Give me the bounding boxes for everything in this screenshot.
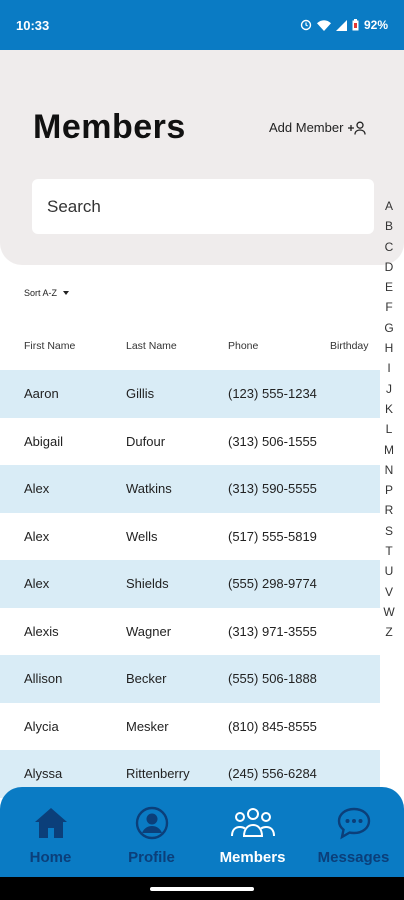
alphabet-letter[interactable]: J	[386, 381, 392, 396]
table-row[interactable]	[0, 560, 380, 608]
cell-phone: (313) 971-3555	[228, 623, 317, 639]
cell-last-name: Shields	[126, 576, 169, 591]
column-header-phone[interactable]: Phone	[228, 340, 259, 352]
alphabet-letter[interactable]: B	[384, 219, 393, 234]
tab-members[interactable]	[202, 787, 303, 877]
table-row[interactable]	[0, 418, 380, 466]
home-gesture-handle[interactable]	[150, 887, 254, 891]
alphabet-letter[interactable]: N	[384, 462, 394, 477]
cell-phone: (555) 298-9774	[228, 576, 317, 591]
table-row[interactable]	[0, 513, 380, 561]
alphabet-letter[interactable]: M	[384, 442, 394, 457]
alphabet-letter[interactable]: D	[384, 259, 394, 274]
alphabet-letter[interactable]: R	[384, 503, 394, 518]
cell-last-name: Dufour	[126, 433, 166, 449]
tab-profile[interactable]	[101, 787, 202, 877]
alphabet-letter[interactable]: K	[384, 401, 393, 416]
system-nav-bar	[0, 877, 404, 900]
members-icon	[229, 805, 277, 841]
alphabet-letter[interactable]: I	[387, 361, 391, 376]
cell-first-name: Alexis	[24, 623, 59, 639]
cell-phone: (517) 555-5819	[228, 528, 317, 544]
cell-last-name: Wagner	[126, 623, 172, 639]
cell-phone: (313) 506-1555	[228, 433, 317, 449]
alphabet-letter[interactable]: C	[384, 239, 394, 254]
cell-phone: (810) 845-8555	[228, 718, 317, 734]
battery-icon	[352, 19, 359, 31]
tab-messages[interactable]	[303, 787, 404, 877]
alarm-icon	[300, 19, 312, 31]
caret-down-icon	[63, 291, 69, 295]
profile-icon	[135, 805, 169, 841]
column-header-first-name[interactable]: First Name	[24, 340, 76, 352]
search-input[interactable]	[32, 179, 374, 234]
add-member-label: Add Member	[269, 120, 344, 135]
cell-first-name: Alycia	[24, 718, 59, 734]
status-icons	[300, 18, 388, 32]
status-time: 10:33	[16, 17, 50, 33]
battery-percent: 92%	[363, 18, 388, 32]
alphabet-letter[interactable]: G	[384, 320, 394, 335]
cell-phone: (123) 555-1234	[228, 386, 317, 401]
header	[0, 50, 404, 265]
column-header-birthday[interactable]: Birthday	[330, 340, 369, 352]
alphabet-letter[interactable]: V	[384, 584, 393, 599]
column-header-last-name[interactable]: Last Name	[126, 340, 177, 352]
add-member-button[interactable]	[269, 120, 367, 135]
cell-first-name: Alex	[24, 576, 50, 591]
home-icon	[33, 805, 69, 841]
tab-messages-label: Messages	[317, 849, 390, 866]
cell-last-name: Wells	[126, 528, 158, 544]
tab-home[interactable]	[0, 787, 101, 877]
alphabet-letter[interactable]: F	[385, 300, 393, 315]
alphabet-letter[interactable]: E	[384, 280, 393, 295]
alphabet-letter[interactable]: Z	[385, 625, 393, 640]
alphabet-letter[interactable]: T	[385, 544, 393, 559]
tab-members-label: Members	[219, 849, 286, 866]
cell-phone: (555) 506-1888	[228, 671, 317, 686]
cell-last-name: Watkins	[126, 481, 172, 496]
page-title: Members	[33, 108, 186, 146]
cell-first-name: Alex	[24, 528, 50, 544]
sort-dropdown[interactable]	[24, 288, 69, 298]
status-bar	[0, 0, 404, 50]
cell-first-name: Aaron	[24, 386, 59, 401]
alphabet-index[interactable]	[380, 196, 398, 643]
cell-first-name: Allison	[24, 671, 63, 686]
tab-profile-label: Profile	[128, 849, 175, 866]
table-row[interactable]	[0, 370, 380, 418]
table-row[interactable]	[0, 608, 380, 656]
cell-last-name: Gillis	[126, 386, 155, 401]
table-row[interactable]	[0, 703, 380, 751]
table-row[interactable]	[0, 655, 380, 703]
messages-icon	[336, 805, 372, 841]
cell-last-name: Mesker	[126, 718, 169, 734]
cell-first-name: Alyssa	[24, 766, 63, 781]
signal-icon	[336, 20, 347, 31]
cell-phone: (245) 556-6284	[228, 766, 317, 781]
table-row[interactable]	[0, 465, 380, 513]
tab-home-label: Home	[29, 849, 72, 866]
cell-phone: (313) 590-5555	[228, 481, 317, 496]
alphabet-letter[interactable]: H	[384, 341, 394, 356]
alphabet-letter[interactable]: P	[384, 483, 393, 498]
wifi-icon	[317, 20, 331, 31]
cell-first-name: Abigail	[24, 433, 64, 449]
bottom-tab-bar	[0, 787, 404, 877]
sort-label: Sort A-Z	[24, 288, 58, 298]
alphabet-letter[interactable]: U	[384, 564, 394, 579]
cell-first-name: Alex	[24, 481, 50, 496]
alphabet-letter[interactable]: S	[384, 523, 393, 538]
alphabet-letter[interactable]: A	[384, 199, 393, 213]
cell-last-name: Becker	[126, 671, 167, 686]
alphabet-letter[interactable]: L	[385, 422, 393, 437]
add-user-icon	[347, 121, 367, 135]
members-table	[0, 370, 380, 798]
alphabet-letter[interactable]: W	[383, 604, 395, 619]
cell-last-name: Rittenberry	[126, 766, 190, 781]
